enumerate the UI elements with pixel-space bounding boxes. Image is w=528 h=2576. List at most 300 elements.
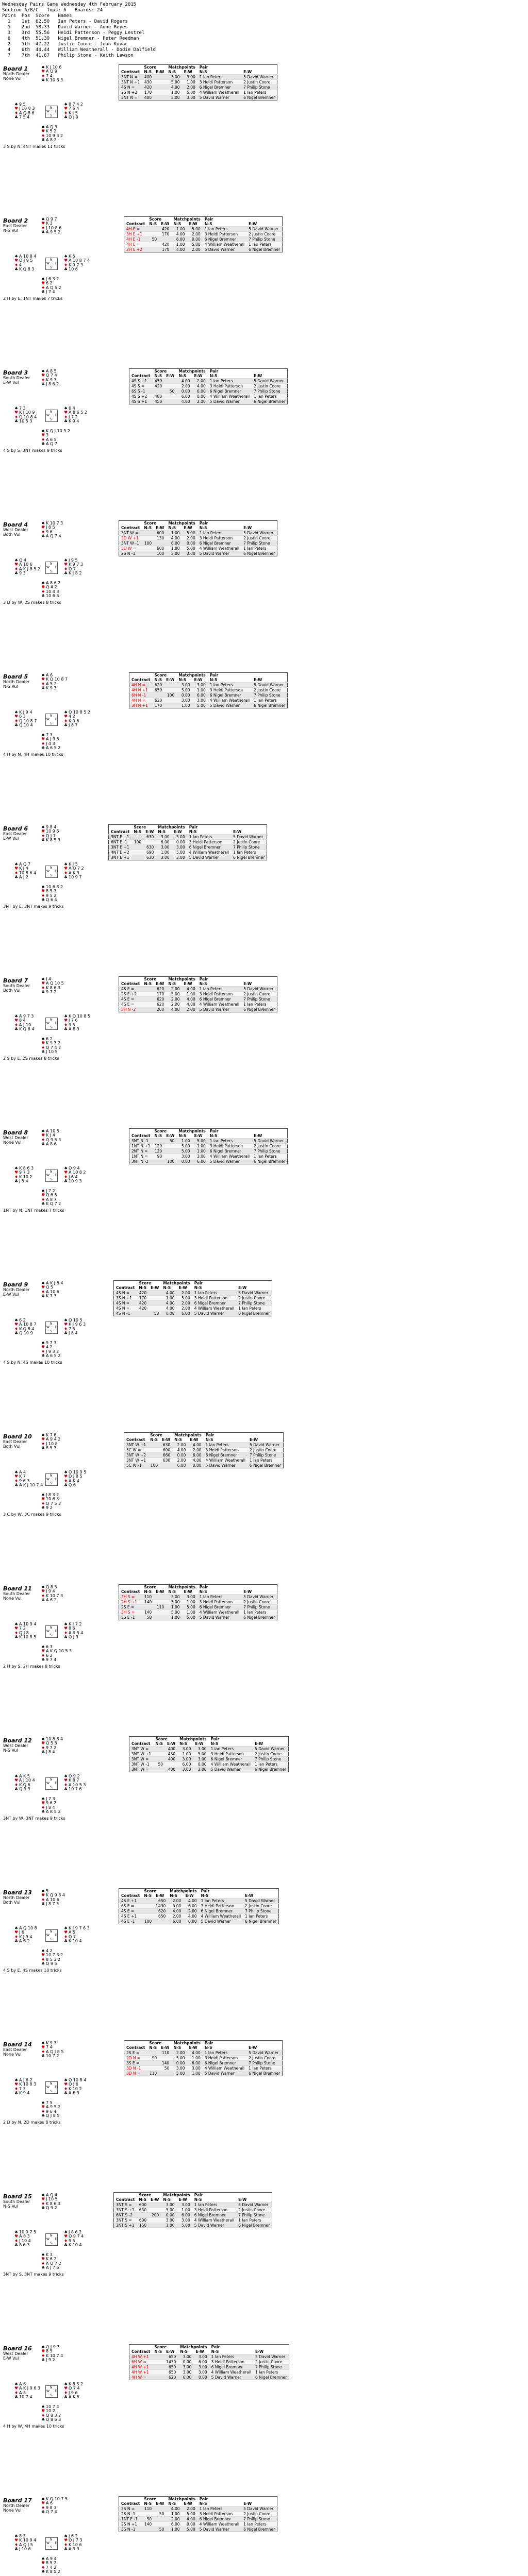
- cards: A K 5: [69, 2395, 79, 2400]
- suit-symbol: ♦: [14, 1630, 19, 1635]
- suit-symbol: ♥: [14, 714, 19, 719]
- table-header: [129, 1741, 289, 1747]
- board-dealer-vul: [3, 1439, 27, 1449]
- suit-symbol: ♠: [14, 1014, 19, 1019]
- cards: K 10 2: [19, 1174, 32, 1179]
- column-header: E-W: [182, 981, 197, 987]
- table-group-header: [129, 673, 288, 678]
- cards: A 8 3: [69, 1027, 79, 1032]
- suit-symbol: ♥: [41, 1133, 45, 1138]
- cards: K Q 8 3: [19, 267, 35, 272]
- board-dealer-vul: [3, 832, 27, 841]
- table-cell: 2 Justin Coore: [252, 384, 288, 389]
- south-hand: [41, 2405, 61, 2422]
- cards: 10 9 7 5: [19, 2230, 37, 2234]
- suit-symbol: ♦: [14, 1174, 19, 1179]
- suit-symbol: ♠: [41, 1493, 45, 1497]
- table-row: [119, 1899, 279, 1904]
- suit-symbol: ♦: [64, 1630, 68, 1635]
- suit-symbol: ♦: [14, 2390, 19, 2395]
- compass-e: E: [55, 718, 57, 721]
- table-cell: 5 David Warner: [243, 1899, 279, 1904]
- results-table: [124, 216, 283, 252]
- cards: 10 7 4: [46, 2404, 59, 2409]
- table-cell: 2S N +2: [119, 90, 142, 95]
- table-cell: 400: [165, 1767, 177, 1772]
- table-cell: 1 Ian Peters: [236, 1306, 272, 1311]
- table-cell: 5.00: [176, 1144, 192, 1149]
- cards: 7 4: [46, 73, 53, 78]
- cards: K 8 5 3: [46, 838, 61, 843]
- table-cell: [131, 855, 143, 860]
- table-cell: [148, 1301, 161, 1306]
- cards: K 8 5 2: [69, 2382, 84, 2386]
- cards: Q J 9 3: [46, 2345, 60, 2349]
- table-cell: 3.00: [166, 1595, 182, 1600]
- suit-symbol: ♠: [41, 733, 45, 737]
- table-cell: 3.00: [182, 95, 197, 100]
- table-cell: 480: [152, 394, 164, 399]
- group-header-cell: Score: [147, 2041, 171, 2046]
- table-cell: 6 Nigel Bremner: [203, 237, 246, 242]
- table-cell: [142, 997, 154, 1002]
- table-cell: 6 Nigel Bremner: [243, 1919, 279, 1924]
- table-cell: 5C W -1: [124, 1463, 148, 1468]
- suit-symbol: ♦: [64, 110, 68, 115]
- table-cell: 4S N -1: [114, 1311, 137, 1316]
- table-row: [129, 683, 288, 688]
- table-cell: 4.00: [161, 1306, 176, 1311]
- table-cell: 140: [142, 1610, 154, 1615]
- table-cell: 3.00: [177, 1757, 193, 1762]
- column-header: E-W: [241, 1589, 277, 1595]
- column-header: N-S: [166, 2501, 182, 2506]
- table-cell: 1.00: [161, 1296, 176, 1301]
- board-dealer-vul: [3, 1287, 29, 1297]
- column-header: E-W: [253, 1741, 289, 1747]
- cards: A 8 3: [19, 2234, 30, 2239]
- cards: K 7 6: [46, 1433, 57, 1437]
- cards: A 9 5 2: [46, 230, 61, 235]
- table-row: [124, 1463, 284, 1468]
- table-cell: 3.00: [182, 551, 197, 556]
- header-line: Section A/B/C Tops: 6 Boards: 24: [2, 8, 103, 13]
- suit-symbol: ♣: [41, 1353, 45, 1359]
- table-cell: 4.00: [168, 1909, 183, 1914]
- table-cell: 1 Ian Peters: [241, 1610, 277, 1615]
- table-cell: 1.00: [166, 2512, 182, 2517]
- table-cell: 450: [152, 379, 164, 384]
- cards: J 6 4: [69, 1174, 78, 1179]
- table-cell: 420: [137, 1301, 148, 1306]
- compass-s: S: [50, 1786, 52, 1789]
- cards: J 8 6 2: [69, 2230, 82, 2234]
- table-row: [124, 1458, 284, 1463]
- cards: K 10 2: [69, 2086, 82, 2091]
- suit-line: [14, 1179, 34, 1183]
- cards: Q 10 5: [69, 1318, 82, 1323]
- table-cell: 4.00: [182, 2517, 197, 2522]
- table-cell: [159, 237, 171, 242]
- cards: K 8 6 3: [46, 2201, 61, 2206]
- table-cell: 1 Ian Peters: [187, 835, 231, 840]
- table-cell: 6.00: [177, 1762, 193, 1767]
- table-cell: [148, 1291, 161, 1296]
- cards: K 9 4: [69, 419, 79, 424]
- table-cell: 1 Ian Peters: [197, 75, 241, 80]
- table-cell: 5 David Warner: [209, 2375, 253, 2380]
- suit-symbol: ♠: [14, 862, 19, 867]
- board-dealer-vul: [3, 1136, 28, 1145]
- suit-symbol: ♣: [64, 1939, 68, 1944]
- table-header: [119, 981, 277, 987]
- cards: J 8 7: [69, 723, 78, 728]
- compass: [45, 1321, 58, 1334]
- table-cell: 6 Nigel Bremner: [208, 389, 252, 394]
- cards: A Q 7: [19, 862, 30, 867]
- cards: A K 5 2: [46, 1809, 61, 1815]
- cards: Q 10 9: [19, 1331, 33, 1336]
- cards: 8 5: [46, 2349, 53, 2354]
- dealer: West Dealer: [3, 1136, 28, 1140]
- table-cell: 5 David Warner: [197, 95, 241, 100]
- suit-symbol: ♦: [41, 73, 45, 78]
- suit-symbol: ♦: [14, 1782, 19, 1787]
- compass-s: S: [50, 1330, 52, 1333]
- table-cell: 5.00: [182, 1605, 197, 1610]
- table-cell: [164, 1149, 176, 1154]
- compass-n: N: [50, 866, 53, 870]
- results-table: [124, 2040, 283, 2076]
- table-cell: 4H W +1: [129, 2354, 153, 2360]
- suit-symbol: ♥: [14, 2234, 19, 2239]
- compass-w: W: [46, 262, 50, 265]
- table-cell: 6 Nigel Bremner: [241, 1615, 277, 1620]
- group-header-cell: Pair: [209, 2345, 289, 2350]
- cards: K 9 7 3: [69, 562, 84, 567]
- table-cell: [148, 2218, 161, 2223]
- table-cell: 140: [142, 1600, 154, 1605]
- table-cell: 2.00: [182, 2506, 197, 2512]
- table-cell: 2.00: [188, 1448, 203, 1453]
- group-header-cell: [119, 977, 142, 982]
- table-cell: 4H W +1: [129, 2365, 153, 2370]
- suit-symbol: ♥: [41, 2257, 45, 2262]
- vulnerability: None Vul: [3, 1596, 22, 1601]
- suit-symbol: ♦: [41, 1045, 45, 1050]
- table-cell: 3NT N -2: [129, 1159, 153, 1164]
- table-cell: 3.00: [178, 2354, 193, 2360]
- table-cell: 7 Philip Stone: [241, 85, 277, 90]
- table-row: [129, 698, 288, 703]
- column-header: E-W: [241, 70, 277, 75]
- suit-symbol: ♦: [41, 985, 45, 990]
- table-cell: 1 Ian Peters: [209, 1747, 253, 1752]
- table-cell: 3NT S =: [114, 2202, 137, 2208]
- column-header: N-S: [147, 222, 159, 227]
- compass-e: E: [55, 2389, 57, 2393]
- suit-symbol: ♦: [14, 1022, 19, 1027]
- column-header: N-S: [166, 981, 182, 987]
- compass: [45, 1777, 58, 1790]
- table-cell: [152, 2354, 164, 2360]
- suit-symbol: ♦: [64, 2542, 68, 2547]
- cards: 9 7 3: [19, 1170, 30, 1175]
- group-header-cell: Pair: [187, 825, 267, 830]
- north-hand: [41, 1889, 65, 1907]
- compass-n: N: [50, 2386, 53, 2389]
- board-title: Board 13: [3, 1889, 32, 1896]
- table-cell: 2 Justin Coore: [243, 1904, 279, 1909]
- table-cell: 3.00: [193, 2354, 209, 2360]
- vulnerability: N-S Vul: [3, 1748, 18, 1753]
- table-cell: 5 David Warner: [208, 703, 252, 708]
- suit-symbol: ♥: [64, 866, 68, 871]
- table-cell: [142, 1605, 154, 1610]
- table-cell: 3 Heidi Patterson: [197, 80, 241, 85]
- table-cell: 0.00: [187, 237, 203, 242]
- compass-s: S: [50, 266, 52, 269]
- table-row: [129, 394, 288, 399]
- table-cell: 4H W =: [129, 2375, 153, 2380]
- table-cell: 1.00: [166, 531, 182, 536]
- suit-symbol: ♥: [41, 2501, 45, 2506]
- table-cell: 100: [164, 693, 176, 698]
- cards: 4: [19, 262, 22, 267]
- table-cell: 6.00: [168, 1919, 183, 1924]
- table-cell: 450: [152, 399, 164, 404]
- cards: K 8 5 2: [46, 2569, 61, 2574]
- board: [0, 368, 528, 514]
- table-cell: [154, 541, 166, 546]
- cards: A K J 9 6 3: [19, 2386, 41, 2391]
- compass-w: W: [46, 566, 50, 569]
- suit-symbol: ♠: [41, 2041, 45, 2045]
- table-cell: [152, 2370, 164, 2375]
- table-cell: 1 Ian Peters: [204, 1443, 248, 1448]
- group-header-cell: [129, 1737, 154, 1742]
- suit-line: [14, 1939, 37, 1943]
- suit-line: [64, 115, 83, 120]
- column-header: N-S: [166, 1589, 182, 1595]
- suit-symbol: ♦: [41, 893, 45, 898]
- cards: Q 9 2: [46, 2206, 57, 2211]
- west-hand: [14, 1926, 37, 1944]
- cards: J 9 4: [46, 1589, 55, 1594]
- west-hand: [14, 862, 36, 880]
- table-cell: 2.00: [171, 2050, 187, 2056]
- table-cell: 5.00: [187, 242, 203, 247]
- compass-s: S: [50, 2242, 52, 2245]
- table-cell: 6 Nigel Bremner: [209, 1757, 253, 1762]
- suit-symbol: ♦: [41, 833, 45, 838]
- compass-e: E: [55, 262, 57, 265]
- cards: A 9 7 3: [19, 1014, 34, 1019]
- group-header-cell: Matchpoints: [172, 1433, 203, 1438]
- group-header-cell: Matchpoints: [166, 1585, 197, 1590]
- suit-symbol: ♣: [64, 571, 68, 576]
- cards: K 5: [69, 254, 75, 259]
- compass-s: S: [50, 2394, 52, 2397]
- group-header-cell: [114, 1281, 137, 1286]
- table-cell: 3 Heidi Patterson: [199, 1904, 243, 1909]
- north-hand: [41, 2345, 63, 2363]
- compass-w: W: [46, 110, 50, 113]
- suit-symbol: ♠: [14, 1166, 19, 1171]
- column-header: N-S: [148, 1437, 160, 1443]
- suit-symbol: ♦: [41, 589, 45, 594]
- west-hand: [14, 1318, 36, 1336]
- table-row: [114, 2223, 272, 2228]
- suit-symbol: ♣: [14, 1483, 19, 1488]
- suit-line: [64, 2547, 82, 2551]
- cards: K 9 3 2: [46, 1041, 61, 1046]
- board-title: Board 4: [3, 521, 28, 528]
- column-header: N-S: [171, 222, 187, 227]
- suit-line: [64, 2243, 84, 2247]
- suit-symbol: ♠: [41, 217, 45, 222]
- column-header: E-W: [154, 981, 166, 987]
- table-cell: 1 Ian Peters: [208, 379, 252, 384]
- cards: 8 4: [19, 1018, 26, 1023]
- group-header-cell: Score: [152, 369, 176, 374]
- table-header: [114, 1285, 272, 1291]
- table-cell: 6 Nigel Bremner: [197, 2517, 241, 2522]
- table-row: [114, 1301, 272, 1306]
- results-header: [2, 2, 188, 59]
- suit-symbol: ♦: [41, 1653, 45, 1658]
- board-title: Board 15: [3, 2193, 32, 2200]
- cards: 7 3: [46, 733, 53, 737]
- table-cell: 2S N =: [119, 2506, 142, 2512]
- column-header: N-S: [172, 1437, 188, 1443]
- table-cell: 0.00: [182, 2522, 197, 2527]
- group-header-cell: Matchpoints: [176, 369, 207, 374]
- table-cell: 3NT W -1: [119, 541, 142, 546]
- suit-symbol: ♣: [41, 1961, 45, 1967]
- table-cell: 4S E +1: [119, 1914, 142, 1919]
- table-cell: 50: [164, 1139, 176, 1144]
- south-hand: [41, 2557, 60, 2574]
- column-header: E-W: [252, 1133, 288, 1139]
- compass-w: W: [46, 1782, 50, 1785]
- table-cell: 110: [142, 2506, 154, 2512]
- table-cell: 2.00: [182, 85, 197, 90]
- results-table: [119, 520, 277, 556]
- south-hand: [41, 885, 63, 903]
- table-cell: 1 Ian Peters: [192, 2202, 236, 2208]
- table-header: [129, 1133, 288, 1139]
- table-cell: [148, 1306, 161, 1311]
- table-cell: 3.00: [192, 1154, 208, 1159]
- suit-symbol: ♦: [41, 1957, 45, 1962]
- table-cell: 3S E -1: [119, 1615, 142, 1620]
- table-cell: 1 Ian Peters: [236, 2218, 272, 2223]
- table-header: [119, 2501, 277, 2506]
- suit-symbol: ♥: [14, 1778, 19, 1783]
- table-cell: 1 Ian Peters: [197, 531, 241, 536]
- cards: 6 4: [69, 406, 75, 411]
- column-header: N-S: [152, 1133, 164, 1139]
- cards: J 8 5: [46, 525, 55, 530]
- suit-symbol: ♣: [41, 1598, 45, 1603]
- suit-line: [41, 838, 60, 842]
- group-header-cell: Pair: [209, 1737, 289, 1742]
- table-row: [119, 541, 277, 546]
- cards: 8 5 2: [46, 2561, 57, 2566]
- table-header: [129, 374, 288, 379]
- cards: Q J 9: [69, 115, 78, 120]
- suit-symbol: ♥: [64, 714, 68, 719]
- table-cell: 1.00: [176, 1139, 192, 1144]
- table-cell: 7 Philip Stone: [231, 845, 267, 850]
- table-cell: 600: [137, 2218, 148, 2223]
- table-cell: 5 David Warner: [236, 1291, 272, 1296]
- table-cell: 5.00: [176, 688, 192, 693]
- board: [0, 1736, 528, 1882]
- cards: A 9 5 2: [46, 2105, 61, 2110]
- table-cell: 2 Justin Coore: [241, 536, 277, 541]
- table-cell: 2 Justin Coore: [246, 2056, 283, 2061]
- table-cell: 3.00: [192, 683, 208, 688]
- suit-symbol: ♠: [14, 1470, 19, 1475]
- board-dealer-vul: [3, 984, 30, 993]
- table-cell: 690: [143, 850, 156, 855]
- table-cell: 1.00: [182, 992, 197, 997]
- table-cell: 170: [154, 992, 166, 997]
- group-header-cell: [119, 2497, 142, 2502]
- table-row: [119, 546, 277, 551]
- group-header-cell: Pair: [199, 1889, 279, 1894]
- suit-line: [41, 290, 61, 294]
- compass-w: W: [46, 718, 50, 721]
- suit-symbol: ♠: [14, 1622, 19, 1626]
- suit-line: [64, 2091, 86, 2095]
- suit-symbol: ♥: [64, 2538, 68, 2543]
- table-group-header: [124, 2041, 283, 2046]
- table-cell: 3NT W -1: [129, 1762, 154, 1767]
- table-cell: 1.00: [192, 1144, 208, 1149]
- suit-line: [41, 686, 68, 690]
- table-cell: 0.00: [193, 1762, 208, 1767]
- table-cell: 5 David Warner: [192, 2223, 236, 2228]
- group-header-cell: Matchpoints: [168, 1889, 199, 1894]
- compass-w: W: [46, 870, 50, 873]
- suit-symbol: ♥: [41, 2045, 45, 2050]
- suit-symbol: ♦: [64, 2238, 68, 2243]
- table-cell: [147, 227, 159, 232]
- suit-symbol: ♣: [64, 1787, 68, 1792]
- board: [0, 2344, 528, 2489]
- table-cell: [152, 2375, 164, 2380]
- table-cell: 3.00: [177, 1747, 193, 1752]
- suit-symbol: ♠: [64, 1774, 68, 1778]
- table-cell: 1430: [154, 1904, 168, 1909]
- table-cell: [142, 2527, 154, 2532]
- table-cell: 630: [143, 855, 156, 860]
- dealer: East Dealer: [3, 1439, 27, 1444]
- table-row: [109, 855, 267, 860]
- suit-symbol: ♣: [14, 2243, 19, 2248]
- cards: 4 2: [69, 714, 75, 719]
- table-cell: 2.00: [183, 1909, 199, 1914]
- table-cell: 200: [154, 1007, 166, 1012]
- table-cell: 4S N =: [114, 1301, 137, 1306]
- table-group-header: [114, 1281, 272, 1286]
- suit-symbol: ♥: [41, 889, 45, 894]
- dealer: East Dealer: [3, 2047, 27, 2052]
- table-cell: 0.00: [176, 693, 192, 698]
